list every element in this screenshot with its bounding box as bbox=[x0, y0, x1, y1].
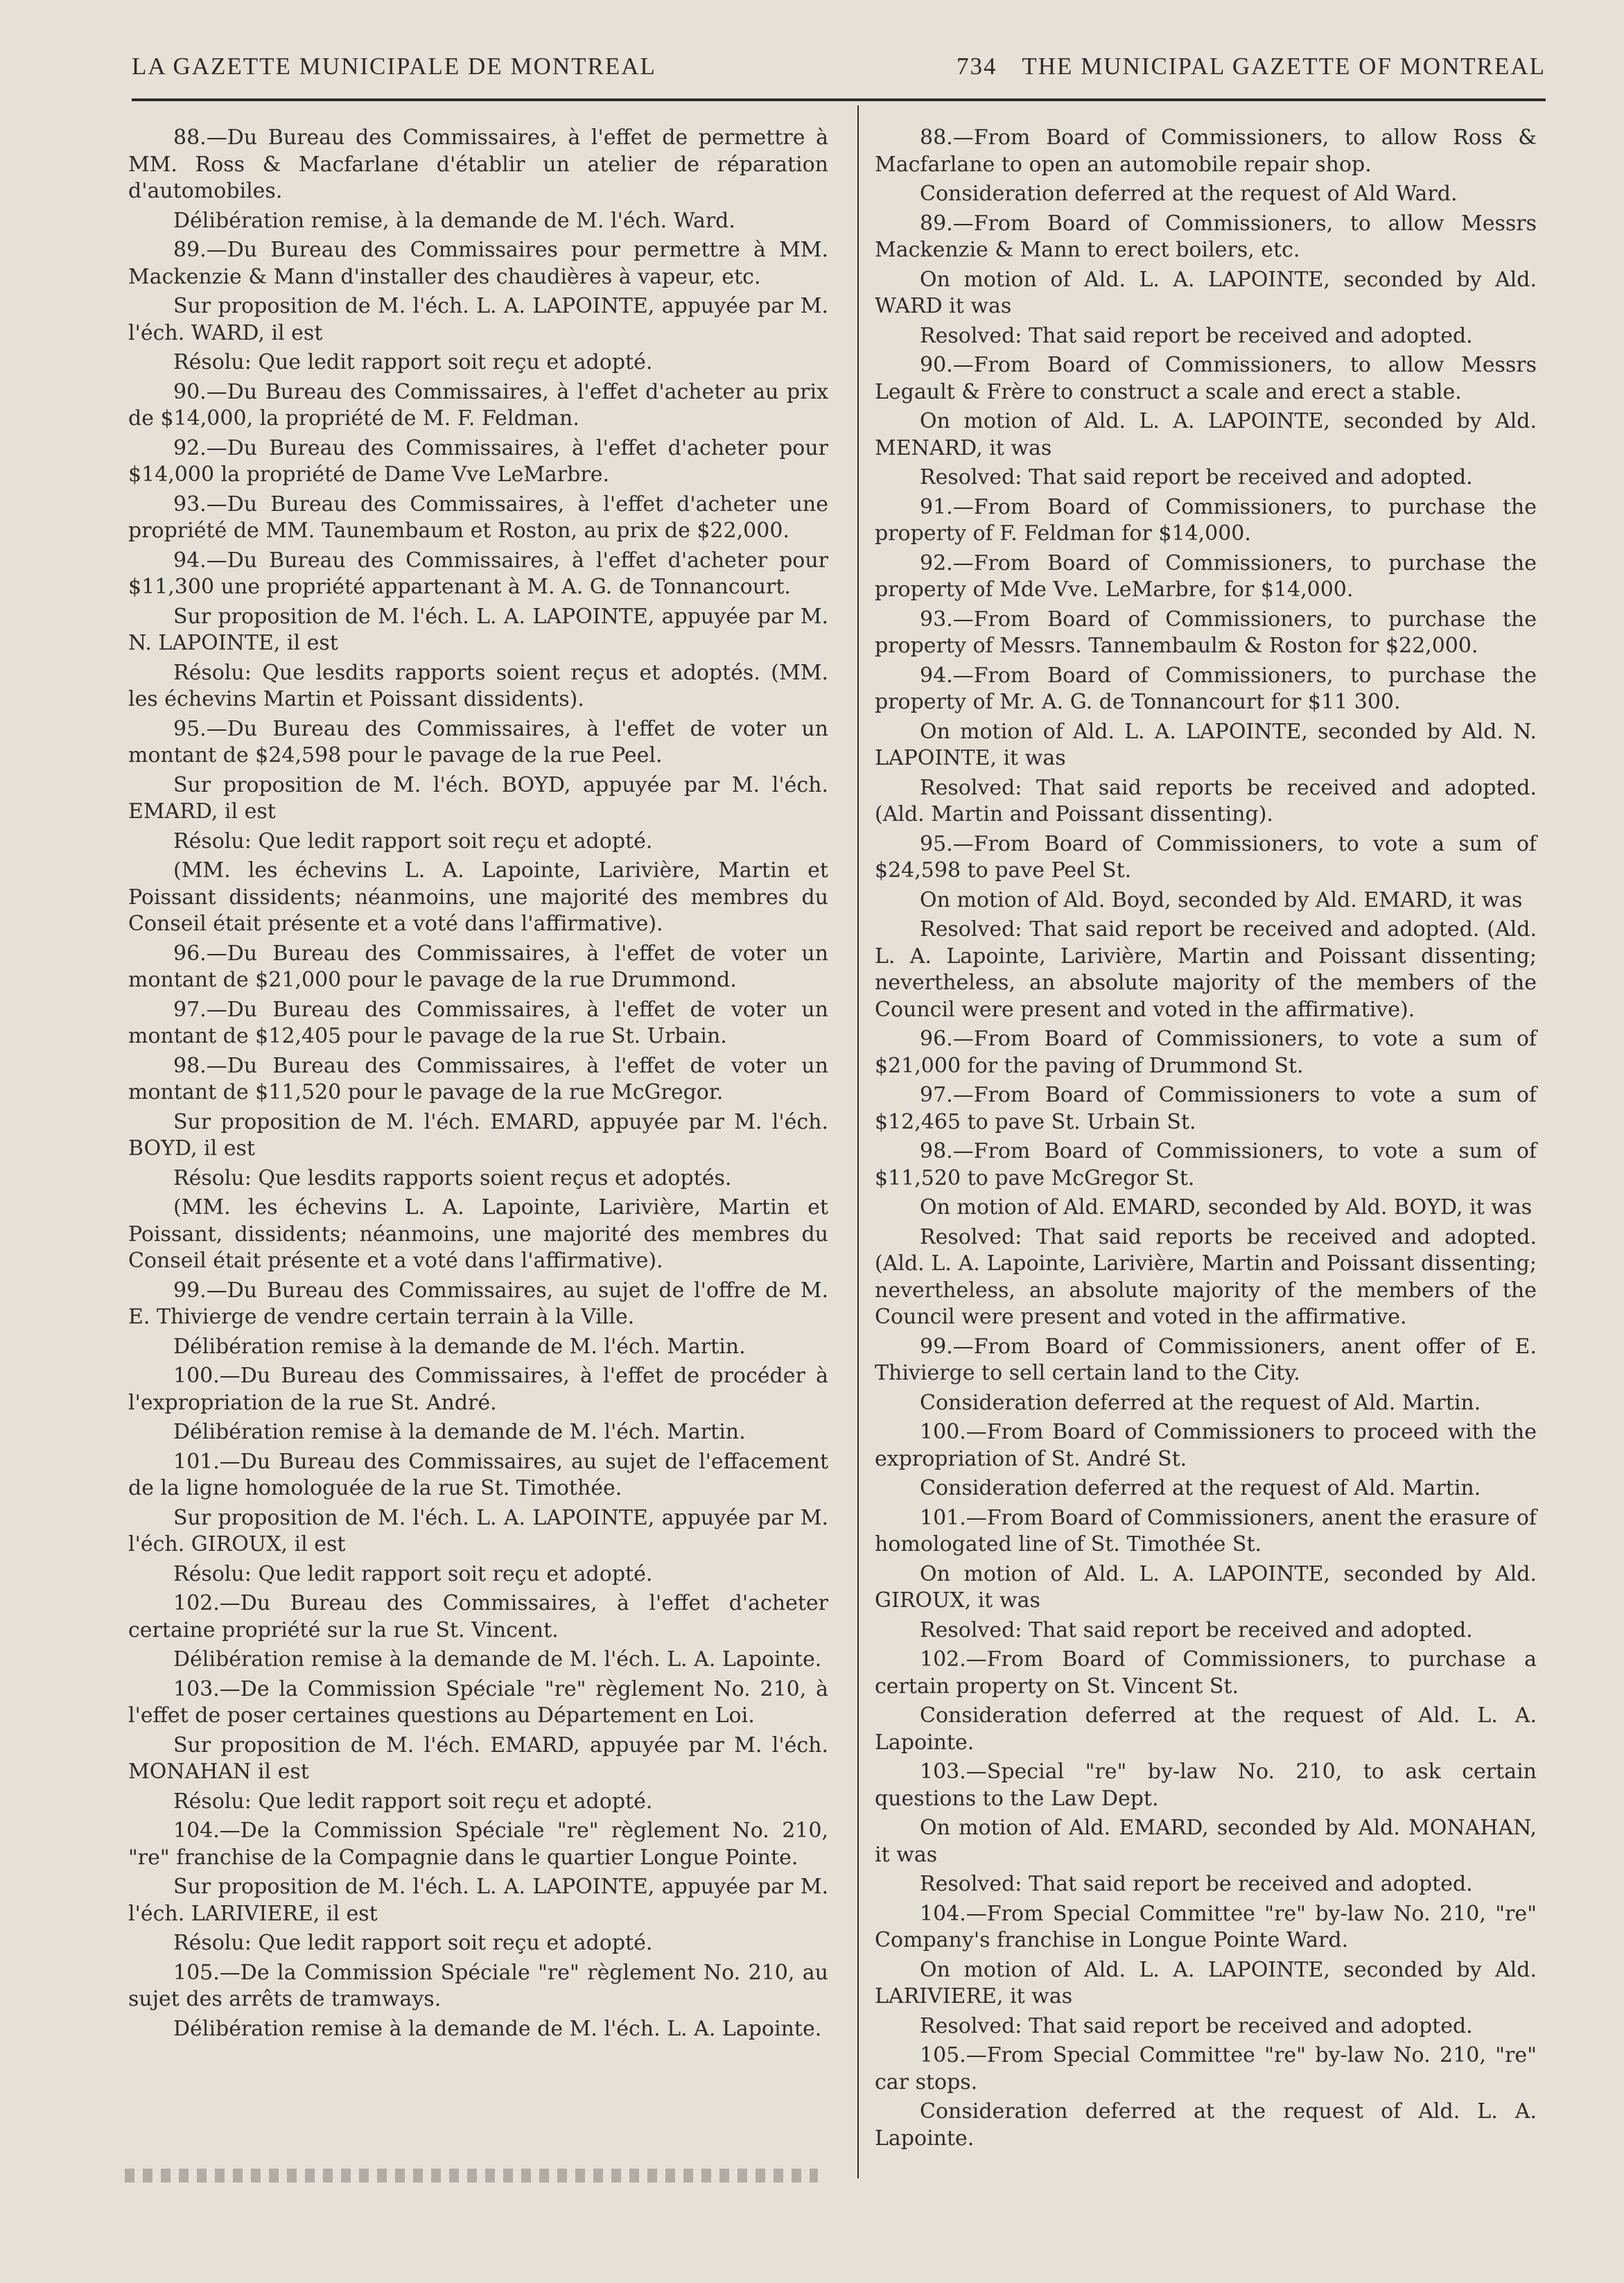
english-paragraph: On motion of Ald. EMARD, seconded by Ald. MONAHAN, it was bbox=[875, 1816, 1537, 1867]
french-paragraph: Sur proposition de M. l'éch. L. A. LAPOINTE, appuyée par M. N. LAPOINTE, il est bbox=[128, 604, 828, 655]
french-paragraph: Sur proposition de M. l'éch. BOYD, appuyée par M. l'éch. EMARD, il est bbox=[128, 772, 828, 824]
english-paragraph: 100.—From Board of Commissioners to proceed with the expropriation of St. André St. bbox=[875, 1420, 1537, 1471]
french-paragraph: (MM. les échevins L. A. Lapointe, Larivière, Martin et Poissant dissidents; néanmoins, une majorité des membres du Conseil était présente et a voté dans l'affirmative). bbox=[128, 858, 828, 936]
english-column bbox=[875, 125, 1537, 2155]
header-french-title: LA GAZETTE MUNICIPALE DE MONTREAL bbox=[132, 53, 656, 80]
english-paragraph: Resolved: That said report be received and adopted. bbox=[920, 1872, 1473, 1896]
french-paragraph: Résolu: Que lesdits rapports soient reçus et adoptés. bbox=[173, 1165, 732, 1190]
french-paragraph: Délibération remise à la demande de M. l'éch. Martin. bbox=[173, 1334, 746, 1359]
french-paragraph: Sur proposition de M. l'éch. L. A. LAPOINTE, appuyée par M. l'éch. GIROUX, il est bbox=[128, 1505, 828, 1556]
french-paragraph: 89.—Du Bureau des Commissaires pour permettre à MM. Mackenzie & Mann d'installer des chaudières à vapeur, etc. bbox=[128, 238, 828, 289]
french-paragraph: 97.—Du Bureau des Commissaires, à l'effet de voter un montant de $12,405 pour le pavage de la rue St. Urbain. bbox=[128, 997, 828, 1048]
french-paragraph: Délibération remise à la demande de M. l'éch. L. A. Lapointe. bbox=[173, 1647, 822, 1672]
french-paragraph: 95.—Du Bureau des Commissaires, à l'effet de voter un montant de $24,598 pour le pavage de la rue Peel. bbox=[128, 716, 828, 767]
english-paragraph: Resolved: That said report be received and adopted. bbox=[920, 2013, 1473, 2038]
english-paragraph: 93.—From Board of Commissioners, to purchase the property of Messrs. Tannembaulm & Roston for $22,000. bbox=[875, 607, 1537, 658]
french-paragraph: Sur proposition de M. l'éch. L. A. LAPOINTE, appuyée par M. l'éch. WARD, il est bbox=[128, 294, 828, 345]
english-paragraph: 95.—From Board of Commissioners, to vote a sum of $24,598 to pave Peel St. bbox=[875, 831, 1537, 883]
english-paragraph: 90.—From Board of Commissioners, to allow Messrs Legault & Frère to construct a scale and erect a stable. bbox=[875, 353, 1537, 404]
english-paragraph: 94.—From Board of Commissioners, to purchase the property of Mr. A. G. de Tonnancourt for $11 300. bbox=[875, 663, 1537, 714]
french-paragraph: 102.—Du Bureau des Commissaires, à l'effet d'acheter certaine propriété sur la rue St. Vincent. bbox=[128, 1591, 828, 1642]
french-paragraph: Sur proposition de M. l'éch. EMARD, appuyée par M. l'éch. MONAHAN il est bbox=[128, 1733, 828, 1784]
page-number: 734 bbox=[957, 53, 997, 80]
french-paragraph: Résolu: Que ledit rapport soit reçu et adopté. bbox=[173, 828, 653, 853]
english-paragraph: Resolved: That said report be received and adopted. bbox=[920, 1617, 1473, 1642]
french-paragraph: Résolu: Que ledit rapport soit reçu et adopté. bbox=[173, 1789, 653, 1814]
french-paragraph: Délibération remise à la demande de M. l'éch. Martin. bbox=[173, 1420, 746, 1444]
column-divider bbox=[857, 105, 859, 2178]
english-paragraph: 102.—From Board of Commissioners, to purchase a certain property on St. Vincent St. bbox=[875, 1647, 1537, 1699]
french-paragraph: Délibération remise, à la demande de M. l'éch. Ward. bbox=[173, 208, 735, 233]
french-paragraph: 99.—Du Bureau des Commissaires, au sujet de l'offre de M. E. Thivierge de vendre certain terrain à la Ville. bbox=[128, 1278, 828, 1329]
french-paragraph: 90.—Du Bureau des Commissaires, à l'effet d'acheter au prix de $14,000, la propriété de M. F. Feldman. bbox=[128, 379, 828, 431]
english-paragraph: On motion of Ald. L. A. LAPOINTE, seconded by Ald. MENARD, it was bbox=[875, 409, 1537, 460]
english-paragraph: On motion of Ald. L. A. LAPOINTE, seconded by Ald. WARD it was bbox=[875, 267, 1537, 318]
header-english-title: THE MUNICIPAL GAZETTE OF MONTREAL bbox=[1022, 53, 1546, 80]
english-paragraph: On motion of Ald. L. A. LAPOINTE, seconded by Ald. LARIVIERE, it was bbox=[875, 1957, 1537, 2008]
french-paragraph: 104.—De la Commission Spéciale "re" règlement No. 210, "re" franchise de la Compagnie dans le quartier Longue Pointe. bbox=[128, 1818, 828, 1870]
english-paragraph: Consideration deferred at the request of Ald Ward. bbox=[920, 182, 1458, 206]
header-rule bbox=[132, 98, 1546, 101]
french-paragraph: 92.—Du Bureau des Commissaires, à l'effet d'acheter pour $14,000 la propriété de Dame Vve LeMarbre. bbox=[128, 435, 828, 487]
english-paragraph: 88.—From Board of Commissioners, to allow Ross & Macfarlane to open an automobile repair shop. bbox=[875, 125, 1537, 177]
english-paragraph: 96.—From Board of Commissioners, to vote a sum of $21,000 for the paving of Drummond St. bbox=[875, 1027, 1537, 1078]
french-paragraph: (MM. les échevins L. A. Lapointe, Larivière, Martin et Poissant, dissidents; néanmoins, une majorité des membres du Conseil était présente et a voté dans l'affirmative). bbox=[128, 1195, 828, 1273]
english-paragraph: On motion of Ald. L. A. LAPOINTE, seconded by Ald. GIROUX, it was bbox=[875, 1561, 1537, 1613]
french-paragraph: Résolu: Que ledit rapport soit reçu et adopté. bbox=[173, 1561, 653, 1586]
english-paragraph: 103.—Special "re" by-law No. 210, to ask certain questions to the Law Dept. bbox=[875, 1760, 1537, 1811]
french-paragraph: 101.—Du Bureau des Commissaires, au sujet de l'effacement de la ligne homologuée de la rue St. Timothée. bbox=[128, 1449, 828, 1500]
french-paragraph: 103.—De la Commission Spéciale "re" règlement No. 210, à l'effet de poser certaines questions au Département en Loi. bbox=[128, 1676, 828, 1728]
english-paragraph: 105.—From Special Committee "re" by-law No. 210, "re" car stops. bbox=[875, 2043, 1537, 2094]
english-paragraph: On motion of Ald. EMARD, seconded by Ald. BOYD, it was bbox=[920, 1195, 1533, 1219]
french-paragraph: 105.—De la Commission Spéciale "re" règlement No. 210, au sujet des arrêts de tramways. bbox=[128, 1960, 828, 2011]
french-paragraph: 100.—Du Bureau des Commissaires, à l'effet de procéder à l'expropriation de la rue St. André. bbox=[128, 1364, 828, 1415]
english-paragraph: 101.—From Board of Commissioners, anent the erasure of homologated line of St. Timothée St. bbox=[875, 1505, 1537, 1556]
french-paragraph: 88.—Du Bureau des Commissaires, à l'effet de permettre à MM. Ross & Macfarlane d'établir un atelier de réparation d'automobiles. bbox=[128, 125, 828, 203]
english-paragraph: 92.—From Board of Commissioners, to purchase the property of Mde Vve. LeMarbre, for $14,000. bbox=[875, 550, 1537, 602]
french-paragraph: Résolu: Que ledit rapport soit reçu et adopté. bbox=[173, 350, 653, 374]
print-smudge bbox=[125, 2169, 818, 2182]
french-paragraph: Sur proposition de M. l'éch. L. A. LAPOINTE, appuyée par M. l'éch. LARIVIERE, il est bbox=[128, 1875, 828, 1926]
english-paragraph: 89.—From Board of Commissioners, to allow Messrs Mackenzie & Mann to erect boilers, etc. bbox=[875, 211, 1537, 262]
french-paragraph: Résolu: Que lesdits rapports soient reçus et adoptés. (MM. les échevins Martin et Poissant dissidents). bbox=[128, 660, 828, 711]
english-paragraph: 91.—From Board of Commissioners, to purchase the property of F. Feldman for $14,000. bbox=[875, 494, 1537, 546]
french-paragraph: Résolu: Que ledit rapport soit reçu et adopté. bbox=[173, 1931, 653, 1955]
french-paragraph: 96.—Du Bureau des Commissaires, à l'effet de voter un montant de $21,000 pour le pavage de la rue Drummond. bbox=[128, 941, 828, 992]
english-paragraph: Consideration deferred at the request of Ald. L. A. Lapointe. bbox=[875, 2099, 1537, 2151]
english-paragraph: Resolved: That said report be received and adopted. (Ald. L. A. Lapointe, Larivière, Martin and Poissant dissenting; nevertheless, an absolute majority of the members of the Council were present and voted in the affirmative). bbox=[875, 917, 1537, 1022]
french-column bbox=[128, 125, 828, 2045]
french-paragraph: Délibération remise à la demande de M. l'éch. L. A. Lapointe. bbox=[173, 2016, 822, 2041]
english-paragraph: Consideration deferred at the request of Ald. Martin. bbox=[920, 1476, 1481, 1500]
french-paragraph: Sur proposition de M. l'éch. EMARD, appuyée par M. l'éch. BOYD, il est bbox=[128, 1109, 828, 1161]
english-paragraph: Resolved: That said report be received and adopted. bbox=[920, 323, 1473, 348]
french-paragraph: 94.—Du Bureau des Commissaires, à l'effet d'acheter pour $11,300 une propriété appartenant à M. A. G. de Tonnancourt. bbox=[128, 548, 828, 599]
english-paragraph: On motion of Ald. Boyd, seconded by Ald. EMARD, it was bbox=[920, 887, 1523, 912]
english-paragraph: Consideration deferred at the request of Ald. L. A. Lapointe. bbox=[875, 1703, 1537, 1755]
french-paragraph: 93.—Du Bureau des Commissaires, à l'effet d'acheter une propriété de MM. Taunembaum et Roston, au prix de $22,000. bbox=[128, 492, 828, 543]
french-paragraph: 98.—Du Bureau des Commissaires, à l'effet de voter un montant de $11,520 pour le pavage de la rue McGregor. bbox=[128, 1053, 828, 1104]
english-paragraph: Consideration deferred at the request of Ald. Martin. bbox=[920, 1390, 1481, 1415]
english-paragraph: 98.—From Board of Commissioners, to vote a sum of $11,520 to pave McGregor St. bbox=[875, 1139, 1537, 1190]
english-paragraph: Resolved: That said reports be received and adopted. (Ald. Martin and Poissant dissenting). bbox=[875, 775, 1537, 826]
english-paragraph: Resolved: That said reports be received and adopted. (Ald. L. A. Lapointe, Larivière, Martin and Poissant dissenting; nevertheless, an absolute majority of the members of the Council were present and voted in the affirmative. bbox=[875, 1224, 1537, 1329]
english-paragraph: On motion of Ald. L. A. LAPOINTE, seconded by Ald. N. LAPOINTE, it was bbox=[875, 719, 1537, 770]
english-paragraph: 99.—From Board of Commissioners, anent offer of E. Thivierge to sell certain land to the City. bbox=[875, 1334, 1537, 1385]
english-paragraph: 104.—From Special Committee "re" by-law No. 210, "re" Company's franchise in Longue Pointe Ward. bbox=[875, 1901, 1537, 1952]
english-paragraph: Resolved: That said report be received and adopted. bbox=[920, 465, 1473, 489]
page-header bbox=[132, 47, 1546, 89]
english-paragraph: 97.—From Board of Commissioners to vote a sum of $12,465 to pave St. Urbain St. bbox=[875, 1083, 1537, 1134]
